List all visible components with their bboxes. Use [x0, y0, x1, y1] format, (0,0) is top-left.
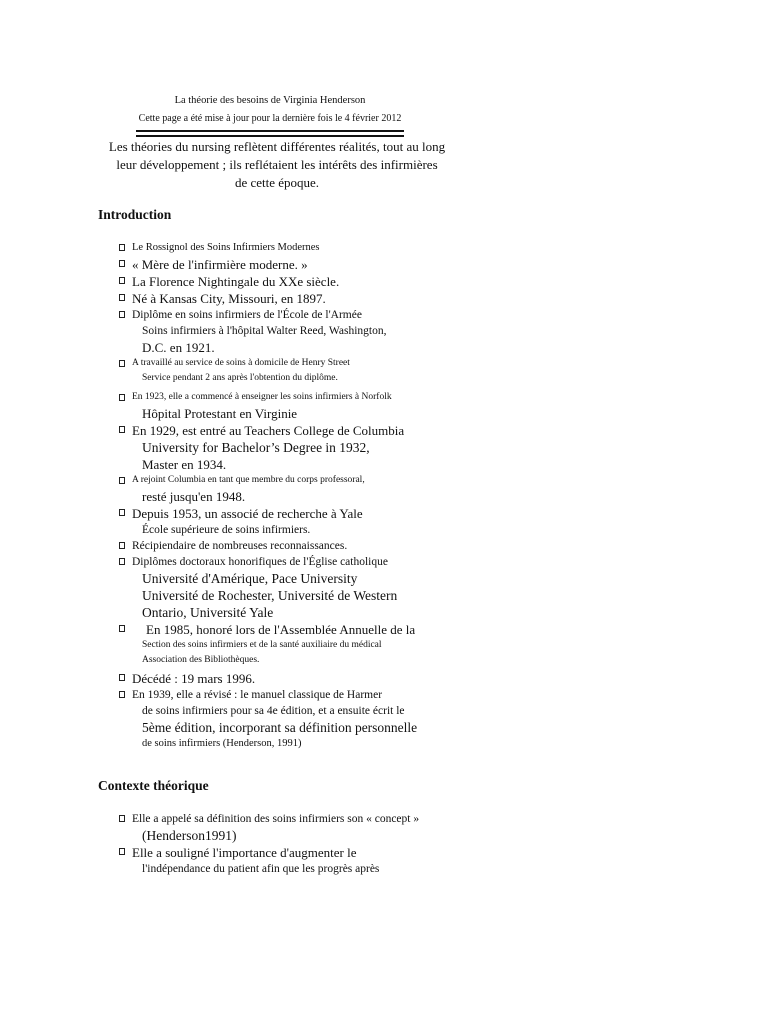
- list-item-text: A rejoint Columbia en tant que membre du corps professoral,: [132, 475, 365, 485]
- list-item: [119, 538, 479, 554]
- list-item-text: de soins infirmiers pour sa 4e édition, et a ensuite écrit le: [142, 705, 405, 717]
- list-item: [119, 256, 479, 273]
- document-title: La théorie des besoins de Virginia Henderson: [174, 95, 366, 106]
- list-item-text: En 1923, elle a commencé à enseigner les soins infirmiers à Norfolk: [132, 392, 392, 402]
- list-item-text: La Florence Nightingale du XXe siècle.: [132, 274, 340, 289]
- list-item: [119, 554, 479, 621]
- bullet-icon: [119, 691, 125, 698]
- title-divider: [136, 130, 404, 132]
- list-item-text: Elle a appelé sa définition des soins infirmiers son « concept »: [132, 813, 420, 825]
- list-item-text: Né à Kansas City, Missouri, en 1897.: [132, 291, 326, 306]
- bullet-icon: [119, 509, 125, 516]
- list-item: [119, 687, 479, 752]
- list-item-text: Université de Rochester, Université de Western: [142, 588, 398, 603]
- list-item: [119, 422, 479, 473]
- list-item-text: En 1939, elle a révisé : le manuel classique de Harmer: [132, 689, 383, 701]
- bullet-icon: [119, 848, 125, 855]
- bullet-icon: [119, 426, 125, 433]
- list-item-text: Soins infirmiers à l'hôpital Walter Reed, Washington,: [142, 325, 387, 337]
- list-item: [119, 505, 479, 538]
- section-heading-contexte: Contexte théorique: [98, 778, 209, 793]
- list-item-text: Diplômes doctoraux honorifiques de l'Église catholique: [132, 556, 388, 568]
- epigraph: [100, 138, 454, 192]
- list-item-text: de soins infirmiers (Henderson, 1991): [142, 738, 302, 749]
- bullet-icon: [119, 625, 125, 632]
- epigraph-line: Les théories du nursing reflètent différentes réalités, tout au long: [108, 139, 446, 154]
- list-item-text: Section des soins infirmiers et de la santé auxiliaire du médical: [142, 640, 382, 650]
- list-item-text: 5ème édition, incorporant sa définition personnelle: [142, 720, 418, 735]
- list-item-text: Ontario, Université Yale: [142, 605, 274, 620]
- bullet-icon: [119, 294, 125, 301]
- list-item-text: En 1985, honoré lors de l'Assemblée Annuelle de la: [146, 622, 416, 637]
- list-item-text: Association des Bibliothèques.: [142, 655, 260, 665]
- bullet-icon: [119, 558, 125, 565]
- list-item-text: En 1929, est entré au Teachers College de Columbia: [132, 423, 405, 438]
- list-item-text: Elle a souligné l'importance d'augmenter le: [132, 845, 357, 860]
- bullet-icon: [119, 815, 125, 822]
- list-item-text: Le Rossignol des Soins Infirmiers Modernes: [132, 242, 320, 253]
- list-item: [119, 307, 479, 356]
- bullet-icon: [119, 260, 125, 267]
- list-item: [119, 240, 479, 256]
- list-item-text: University for Bachelor’s Degree in 1932,: [142, 440, 370, 455]
- list-item-text: Service pendant 2 ans après l'obtention du diplôme.: [142, 373, 338, 383]
- list-item: [119, 356, 479, 386]
- list-item: [119, 290, 479, 307]
- list-item-text: Diplôme en soins infirmiers de l'École de l'Armée: [132, 309, 362, 321]
- bullet-icon: [119, 674, 125, 681]
- list-item-text: Récipiendaire de nombreuses reconnaissances.: [132, 540, 348, 552]
- list-item-text: A travaillé au service de soins à domicile de Henry Street: [132, 358, 350, 368]
- list-item: [119, 273, 479, 290]
- list-item-text: École supérieure de soins infirmiers.: [142, 524, 311, 536]
- list-item: [119, 670, 479, 687]
- bullet-icon: [119, 311, 125, 318]
- list-item-text: D.C. en 1921.: [142, 340, 215, 355]
- contexte-list: [119, 811, 479, 877]
- list-item-text: (Henderson1991): [142, 828, 237, 843]
- list-item-text: Université d'Amérique, Pace University: [142, 571, 358, 586]
- list-item: [119, 621, 479, 668]
- section-heading-introduction: Introduction: [98, 207, 172, 222]
- bullet-icon: [119, 542, 125, 549]
- bullet-icon: [119, 277, 125, 284]
- bullet-icon: [119, 477, 125, 484]
- list-item: [119, 844, 479, 877]
- list-item-text: Décédé : 19 mars 1996.: [132, 671, 256, 686]
- list-item-text: Depuis 1953, un associé de recherche à Yale: [132, 506, 363, 521]
- list-item: [119, 473, 479, 505]
- list-item-text: Hôpital Protestant en Virginie: [142, 406, 298, 421]
- list-item-text: « Mère de l'infirmière moderne. »: [132, 257, 308, 272]
- epigraph-line: leur développement ; ils reflétaient les intérêts des infirmières: [116, 157, 438, 172]
- list-item-text: Master en 1934.: [142, 457, 227, 472]
- bullet-icon: [119, 360, 125, 367]
- bullet-icon: [119, 394, 125, 401]
- list-item-text: resté jusqu'en 1948.: [142, 489, 246, 504]
- introduction-list: [119, 240, 479, 752]
- bullet-icon: [119, 244, 125, 251]
- epigraph-line: de cette époque.: [234, 175, 320, 190]
- list-item: [119, 390, 479, 422]
- list-item-text: l'indépendance du patient afin que les progrès après: [142, 863, 380, 875]
- list-item: [119, 811, 479, 844]
- title-divider: [136, 135, 404, 137]
- last-updated-note: Cette page a été mise à jour pour la dernière fois le 4 février 2012: [138, 113, 402, 124]
